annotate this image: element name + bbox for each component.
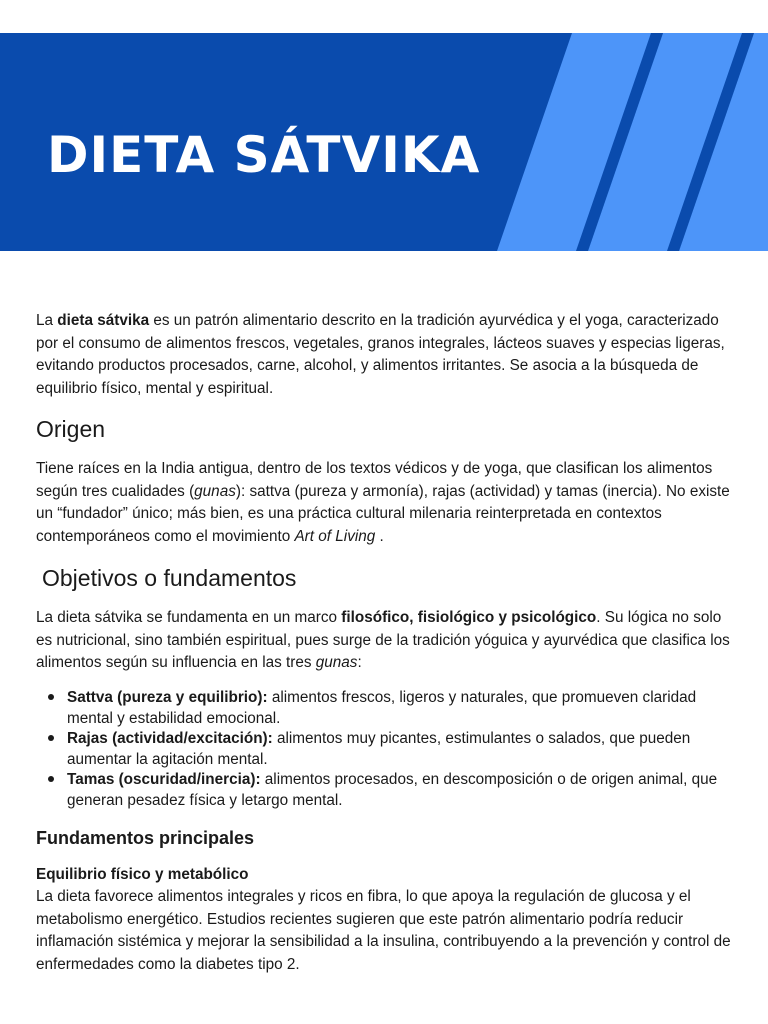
intro-paragraph: La dieta sátvika es un patrón alimentario descrito en la tradición ayurvédica y el yoga, caracterizado por el consumo de alimentos frescos, vegetales, granos integrales, lácteos suaves y especias ligeras, evitando productos procesados, carne, alcohol, y alimentos irritantes. Se asocia a la búsqueda de equilibrio físico, mental y espiritual. [36,312,725,397]
bullet-icon [48,735,54,741]
page-title: DIETA SÁTVIKA [47,126,481,184]
list-item: Sattva (pureza y equilibrio): alimentos frescos, ligeros y naturales, que promueven claridad mental y estabilidad emocional. [36,688,736,729]
header-banner [0,33,768,251]
principles-paragraph: La dieta favorece alimentos integrales y ricos en fibra, lo que apoya la regulación de glucosa y el metabolismo energético. Estudios recientes sugieren que este patrón alimentario podría reducir inflamación sistémica y mejorar la sensibilidad a la insulina, contribuyendo a la prevención y control de enfermedades como la diabetes tipo 2. [36,888,731,973]
list-item: Rajas (actividad/excitación): alimentos muy picantes, estimulantes o salados, que pueden aumentar la agitación mental. [36,729,736,770]
principles-subheading: Equilibrio físico y metabólico [36,866,249,883]
list-item: Tamas (oscuridad/inercia): alimentos procesados, en descomposición o de origen animal, que generan pesadez física y letargo mental. [36,770,736,811]
origin-paragraph: Tiene raíces en la India antigua, dentro de los textos védicos y de yoga, que clasifican los alimentos según tres cualidades (gunas): sattva (pureza y armonía), rajas (actividad) y tamas (inercia). No existe un “fundador” único; más bien, es una práctica cultural milenaria reinterpretada en contextos contemporáneos como el movimiento Art of Living . [36,460,730,545]
bullet-icon [48,776,54,782]
origin-heading: Origen [36,416,106,442]
gunas-list [36,688,736,811]
objectives-paragraph: La dieta sátvika se fundamenta en un marco filosófico, fisiológico y psicológico. Su lógica no solo es nutricional, sino también espiritual, pues surge de la tradición yóguica y ayurvédica que clasifica los alimentos según su influencia en las tres gunas: [36,609,730,671]
principles-heading: Fundamentos principales [36,828,255,848]
bullet-icon [48,694,54,700]
objectives-heading: Objetivos o fundamentos [42,565,297,591]
